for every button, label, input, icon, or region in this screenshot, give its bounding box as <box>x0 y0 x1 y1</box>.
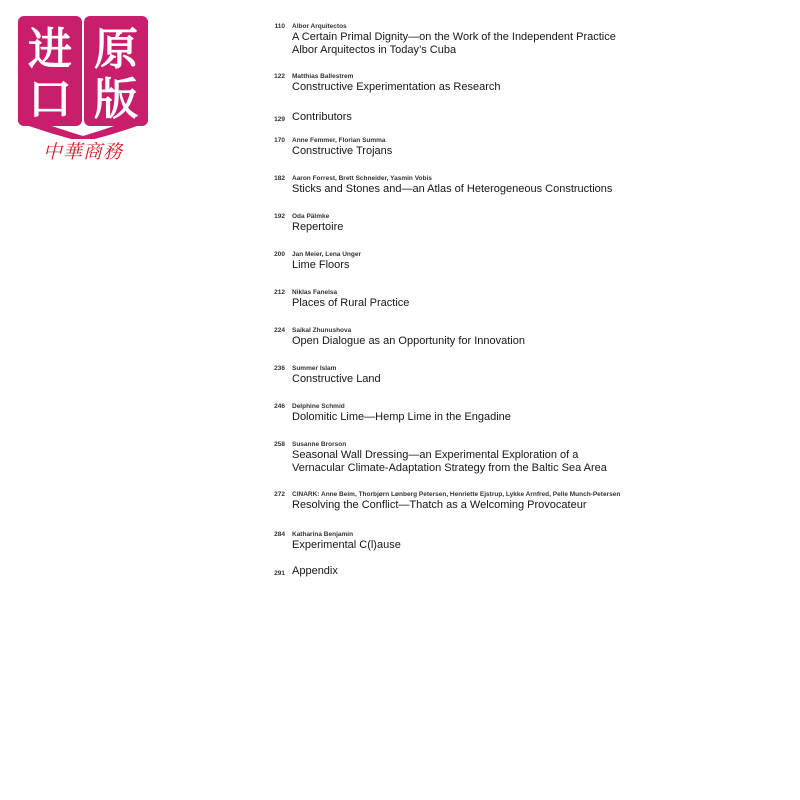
toc-title-line: Albor Arquitectos in Today’s Cuba <box>292 44 457 56</box>
toc-author: Anne Femmer, Florian Summa <box>292 137 386 144</box>
toc-page-number: 284 <box>274 531 285 538</box>
toc-author: CINARK: Anne Beim, Thorbjørn Lønberg Petersen, Henriette Ejstrup, Lykke Arnfred, Pelle Munch-Petersen <box>292 491 621 498</box>
toc-page-number: 246 <box>274 403 285 410</box>
toc-title-line: Experimental C(l)ause <box>292 539 401 551</box>
toc-page-number: 224 <box>274 327 285 334</box>
toc-title-line: Constructive Trojans <box>292 145 393 157</box>
toc-title-line: Repertoire <box>292 221 344 233</box>
toc-title-line: Places of Rural Practice <box>292 297 410 309</box>
toc-title-line: Open Dialogue as an Opportunity for Innovation <box>292 335 525 347</box>
toc-author: Delphine Schmid <box>292 403 345 410</box>
toc-page-number: 272 <box>274 491 285 498</box>
toc-title-line: Constructive Experimentation as Research <box>292 81 501 93</box>
toc-title-line: Seasonal Wall Dressing—an Experimental Exploration of a <box>292 449 579 461</box>
badge-char-ban: 版 <box>94 74 138 125</box>
toc-title-line: Resolving the Conflict—Thatch as a Welcoming Provocateur <box>292 499 587 511</box>
toc-page-number: 182 <box>274 175 285 182</box>
toc-page-number: 258 <box>274 441 285 448</box>
badge-char-yuan: 原 <box>94 24 138 75</box>
book-badge-graphic <box>14 14 152 139</box>
toc-author: Katharina Benjamin <box>292 531 354 538</box>
toc-page-number: 291 <box>274 570 285 577</box>
toc-page-number: 200 <box>274 251 285 258</box>
toc-page-number: 170 <box>274 137 285 144</box>
toc-title-line: Contributors <box>292 111 352 123</box>
toc-author: Matthias Ballestrem <box>292 73 354 80</box>
toc-title-line: Vernacular Climate-Adaptation Strategy from the Baltic Sea Area <box>292 462 607 474</box>
toc-page-number: 192 <box>274 213 285 220</box>
toc-title-line: Sticks and Stones and—an Atlas of Heterogeneous Constructions <box>292 183 613 195</box>
toc-author: Summer Islam <box>292 365 337 372</box>
import-original-badge <box>14 14 152 164</box>
toc-author: Susanne Brorson <box>292 441 347 448</box>
toc-title-line: Lime Floors <box>292 259 350 271</box>
toc-author: Niklas Fanelsa <box>292 289 338 296</box>
toc-author: Saikal Zhunushova <box>292 327 352 334</box>
toc-page-number: 236 <box>274 365 285 372</box>
toc-author: Albor Arquitectos <box>292 23 347 30</box>
toc-title-line: Constructive Land <box>292 373 381 385</box>
badge-subtitle: 中華商務 <box>42 141 123 163</box>
toc-page-number: 110 <box>274 23 285 30</box>
toc-page-number: 129 <box>274 116 285 123</box>
badge-char-jin: 进 <box>28 24 72 75</box>
toc-title-line: Dolomitic Lime—Hemp Lime in the Engadine <box>292 411 511 423</box>
toc-page-number: 212 <box>274 289 285 296</box>
toc-page-number: 122 <box>274 73 285 80</box>
toc-title-line: A Certain Primal Dignity—on the Work of the Independent Practice <box>292 31 616 43</box>
toc-author: Oda Pälmke <box>292 213 330 220</box>
toc-title-line: Appendix <box>292 565 338 577</box>
badge-char-kou: 口 <box>28 74 72 125</box>
toc-author: Jan Meier, Lena Unger <box>292 251 361 258</box>
toc-author: Aaron Forrest, Brett Schneider, Yasmin Vobis <box>292 175 432 182</box>
